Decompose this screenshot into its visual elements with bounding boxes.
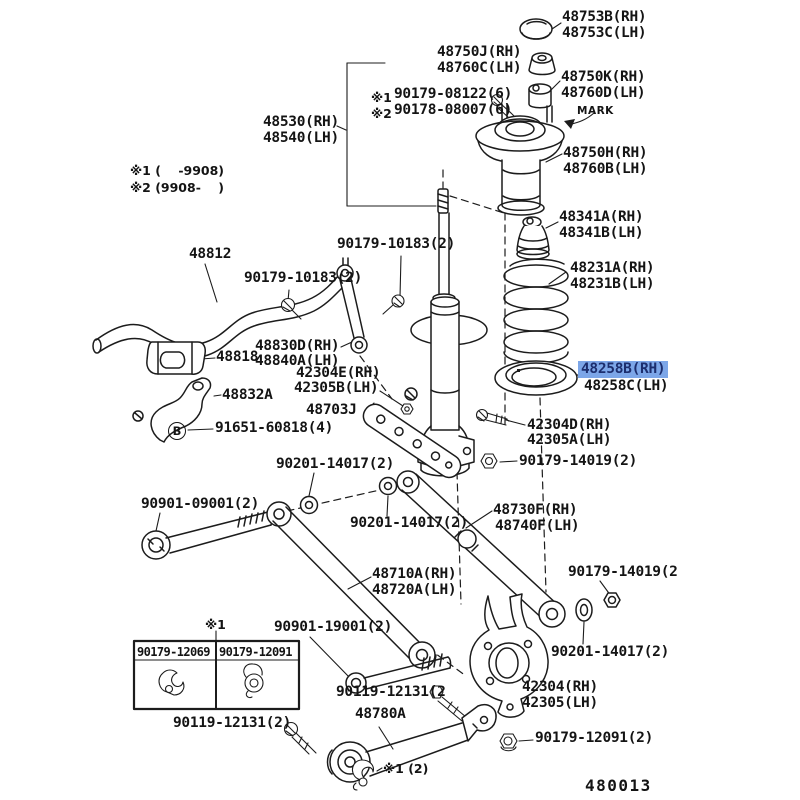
part-90179-12091-nut[interactable]: 90179-12091(2): [535, 730, 654, 746]
part-90201-14017-a[interactable]: 90201-14017(2): [276, 456, 395, 472]
part-48740f-lh[interactable]: 48740F(LH): [495, 518, 580, 534]
mark-note: MARK: [577, 105, 614, 117]
circled-b: B: [168, 422, 186, 440]
part-48530-rh[interactable]: 48530(RH): [263, 114, 339, 130]
part-48760c-lh[interactable]: 48760C(LH): [437, 60, 522, 76]
part-48540-lh[interactable]: 48540(LH): [263, 130, 339, 146]
part-48258c-lh[interactable]: 48258C(LH): [584, 378, 669, 394]
part-90178-08007[interactable]: 90178-08007(6): [394, 102, 513, 118]
part-42304e-rh[interactable]: 42304E(RH): [296, 365, 381, 381]
part-42305a-lh[interactable]: 42305A(LH): [527, 432, 612, 448]
part-48753b-rh[interactable]: 48753B(RH): [562, 9, 647, 25]
part-42304-rh[interactable]: 42304(RH): [522, 679, 598, 695]
part-42305b-lh[interactable]: 42305B(LH): [294, 380, 379, 396]
part-48710a-rh[interactable]: 48710A(RH): [372, 566, 457, 582]
part-48341a-rh[interactable]: 48341A(RH): [559, 209, 644, 225]
part-48760b-lh[interactable]: 48760B(LH): [563, 161, 648, 177]
part-48730f-rh[interactable]: 48730F(RH): [493, 502, 578, 518]
part-42305-lh[interactable]: 42305(LH): [522, 695, 598, 711]
marker-2-top: ※2: [371, 106, 392, 121]
part-91651-60818[interactable]: 91651-60818(4): [215, 420, 334, 436]
part-90179-10183-b[interactable]: 90179-10183(2): [244, 270, 363, 286]
part-48703j[interactable]: 48703J: [306, 402, 357, 418]
part-48750j-rh[interactable]: 48750J(RH): [437, 44, 522, 60]
part-48750k-rh[interactable]: 48750K(RH): [561, 69, 646, 85]
part-90179-08122[interactable]: 90179-08122(6): [394, 86, 513, 102]
part-48258b-rh-selected[interactable]: 48258B(RH): [578, 361, 668, 378]
marker-note-1: ※1 ( -9908): [130, 163, 225, 178]
part-90201-14017-b[interactable]: 90201-14017(2): [350, 515, 469, 531]
part-48753c-lh[interactable]: 48753C(LH): [562, 25, 647, 41]
part-48720a-lh[interactable]: 48720A(LH): [372, 582, 457, 598]
marker-1-clamp: ※1 (2): [383, 761, 429, 776]
part-48341b-lh[interactable]: 48341B(LH): [559, 225, 644, 241]
part-90201-14017-c[interactable]: 90201-14017(2): [551, 644, 670, 660]
part-48832a[interactable]: 48832A: [222, 387, 273, 403]
part-48231b-lh[interactable]: 48231B(LH): [570, 276, 655, 292]
part-90119-12131-r[interactable]: 90119-12131(2: [336, 684, 446, 700]
part-90179-14019-mid[interactable]: 90179-14019(2): [519, 453, 638, 469]
part-90179-10183-a[interactable]: 90179-10183(2): [337, 236, 456, 252]
part-48231a-rh[interactable]: 48231A(RH): [570, 260, 655, 276]
drawing-number: 480013: [585, 776, 652, 795]
marker-1-top: ※1: [371, 90, 392, 105]
part-48812[interactable]: 48812: [189, 246, 232, 262]
part-90179-14019-tr[interactable]: 90179-14019(2: [568, 564, 678, 580]
part-90901-09001[interactable]: 90901-09001(2): [141, 496, 260, 512]
part-48818[interactable]: 48818: [216, 349, 259, 365]
part-48840a-lh[interactable]: 48840A(LH): [255, 353, 340, 369]
boxheader-90179-12069[interactable]: 90179-12069: [137, 645, 210, 659]
part-42304d-rh[interactable]: 42304D(RH): [527, 417, 612, 433]
boxheader-90179-12091[interactable]: 90179-12091: [219, 645, 292, 659]
marker-1-box: ※1: [205, 617, 226, 632]
part-48830d-rh[interactable]: 48830D(RH): [255, 338, 340, 354]
part-48750h-rh[interactable]: 48750H(RH): [563, 145, 648, 161]
part-48760d-lh[interactable]: 48760D(LH): [561, 85, 646, 101]
part-48780a[interactable]: 48780A: [355, 706, 406, 722]
part-90119-12131-l[interactable]: 90119-12131(2): [173, 715, 292, 731]
marker-note-2: ※2 (9908- ): [130, 180, 225, 195]
part-90901-19001[interactable]: 90901-19001(2): [274, 619, 393, 635]
